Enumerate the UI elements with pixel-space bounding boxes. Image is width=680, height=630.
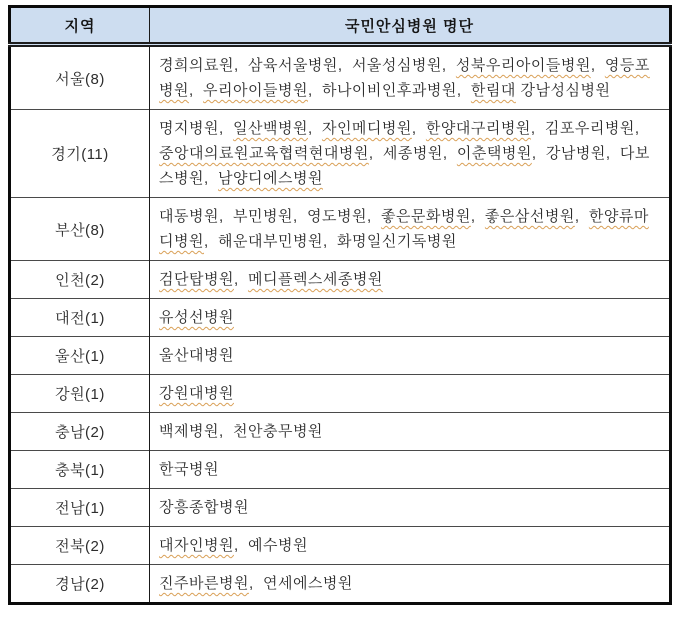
hospital-name-misspelled: 좋은문화병원 (380, 208, 471, 225)
region-cell: 충북(1) (10, 451, 150, 489)
hospital-name: 영도병원 (306, 208, 367, 225)
region-cell: 전북(2) (10, 527, 150, 565)
hospital-list-cell (150, 489, 671, 527)
hospital-name: 해운대부민병원 (218, 233, 323, 250)
hospital-list-cell (150, 451, 671, 489)
hospital-list-cell (150, 337, 671, 375)
hospital-name: 울산대병원 (159, 347, 234, 364)
hospital-name: 다보스병원 (159, 145, 650, 187)
hospital-name-misspelled: 성북우리아이들병원 (455, 57, 591, 74)
region-cell: 강원(1) (10, 375, 150, 413)
region-cell: 충남(2) (10, 413, 150, 451)
hospital-list-cell: 대동병원, 부민병원, 영도병원, 좋은문화병원, 좋은삼선병원, 한양류마디병원, 해운대부민병원, 화명일신기독병원 (150, 198, 671, 261)
hospital-list-cell (150, 375, 671, 413)
hospital-name: 세종병원 (382, 145, 443, 162)
hospital-name-misspelled: 좋은삼선병원 (484, 208, 575, 225)
table-row (10, 299, 671, 337)
hospital-list-cell: 검단탑병원, 메디플렉스세종병원 (150, 261, 671, 299)
hospital-name: 장흥종합병원 (159, 499, 249, 516)
hospital-name: 경희의료원 (159, 57, 234, 74)
table-body (10, 45, 671, 604)
hospital-name: 삼육서울병원 (247, 57, 338, 74)
hospital-name-misspelled: 한림대 (470, 82, 516, 99)
hospital-name-misspelled: 강원대병원 (159, 385, 234, 402)
hospital-list-cell (150, 299, 671, 337)
region-cell: 울산(1) (10, 337, 150, 375)
hospital-name: 하나이비인후과병원 (321, 82, 457, 99)
table-row (10, 337, 671, 375)
hospital-list-cell: 대자인병원, 예수병원 (150, 527, 671, 565)
region-cell: 부산(8) (10, 198, 150, 261)
table-row (10, 565, 671, 604)
hospital-name-misspelled: 영등포병원 (159, 57, 650, 99)
table-row (10, 198, 671, 261)
hospital-name-misspelled: 우리아이들병원 (203, 82, 308, 99)
hospital-name: 김포우리병원 (544, 120, 635, 137)
table-row (10, 375, 671, 413)
region-cell: 전남(1) (10, 489, 150, 527)
hospital-name-misspelled: 대자인병원 (159, 537, 234, 554)
hospital-name-misspelled: 한양대구리병원 (425, 120, 531, 137)
hospital-name: 예수병원 (247, 537, 308, 554)
hospital-list-cell: 진주바른병원, 연세에스병원 (150, 565, 671, 604)
hospital-list-cell: 백제병원, 천안충무병원 (150, 413, 671, 451)
hospital-name: 서울성심병원 (351, 57, 442, 74)
table-header (10, 7, 671, 45)
hospital-list-cell: 명지병원, 일산백병원, 자인메디병원, 한양대구리병원, 김포우리병원, 중앙대의료원교육협력현대병원, 세종병원, 이춘택병원, 강남병원, 다보스병원, 남양디에스병원 (150, 110, 671, 198)
hospital-name: 천안충무병원 (232, 423, 323, 440)
region-cell: 대전(1) (10, 299, 150, 337)
safe-hospital-table (8, 5, 672, 605)
hospital-list-cell: 경희의료원, 삼육서울병원, 서울성심병원, 성북우리아이들병원, 영등포병원, 우리아이들병원, 하나이비인후과병원, 한림대 강남성심병원 (159, 57, 650, 99)
table-row (10, 261, 671, 299)
hospital-name: 강남성심병원 (520, 82, 611, 99)
hospital-name: 한국병원 (159, 461, 219, 478)
header-row (10, 7, 671, 45)
hospital-name-misspelled: 이춘택병원 (456, 145, 532, 162)
hospital-name-misspelled: 일산백병원 (232, 120, 308, 137)
hospital-name-misspelled: 진주바른병원 (159, 575, 249, 592)
region-cell: 인천(2) (10, 261, 150, 299)
table-row (10, 527, 671, 565)
hospital-name: 강남병원 (545, 145, 606, 162)
hospital-name-misspelled: 검단탑병원 (159, 271, 234, 288)
table-row (10, 45, 671, 110)
hospital-name-misspelled: 자인메디병원 (321, 120, 412, 137)
table-row (10, 489, 671, 527)
header-cell-region: 지역 (10, 7, 150, 45)
hospital-name-misspelled: 유성선병원 (159, 309, 234, 326)
hospital-name: 대동병원 (159, 208, 219, 225)
header-cell-hospital-list: 국민안심병원 명단 (150, 7, 671, 45)
hospital-name: 명지병원 (159, 120, 219, 137)
hospital-name: 백제병원 (159, 423, 219, 440)
hospital-name: 연세에스병원 (262, 575, 353, 592)
hospital-name-misspelled: 중앙대의료원교육협력현대병원 (159, 145, 369, 162)
table-row (10, 451, 671, 489)
table-row (10, 110, 671, 198)
region-cell: 경기(11) (10, 110, 150, 198)
region-cell: 경남(2) (10, 565, 150, 604)
table-row (10, 413, 671, 451)
hospital-name: 부민병원 (232, 208, 293, 225)
hospital-name-misspelled: 메디플렉스세종병원 (247, 271, 383, 288)
hospital-name: 화명일신기독병원 (336, 233, 457, 250)
hospital-name-misspelled: 남양디에스병원 (218, 170, 323, 187)
region-cell: 서울(8) (10, 45, 150, 110)
hospital-name-misspelled: 한양류마디병원 (159, 208, 649, 250)
